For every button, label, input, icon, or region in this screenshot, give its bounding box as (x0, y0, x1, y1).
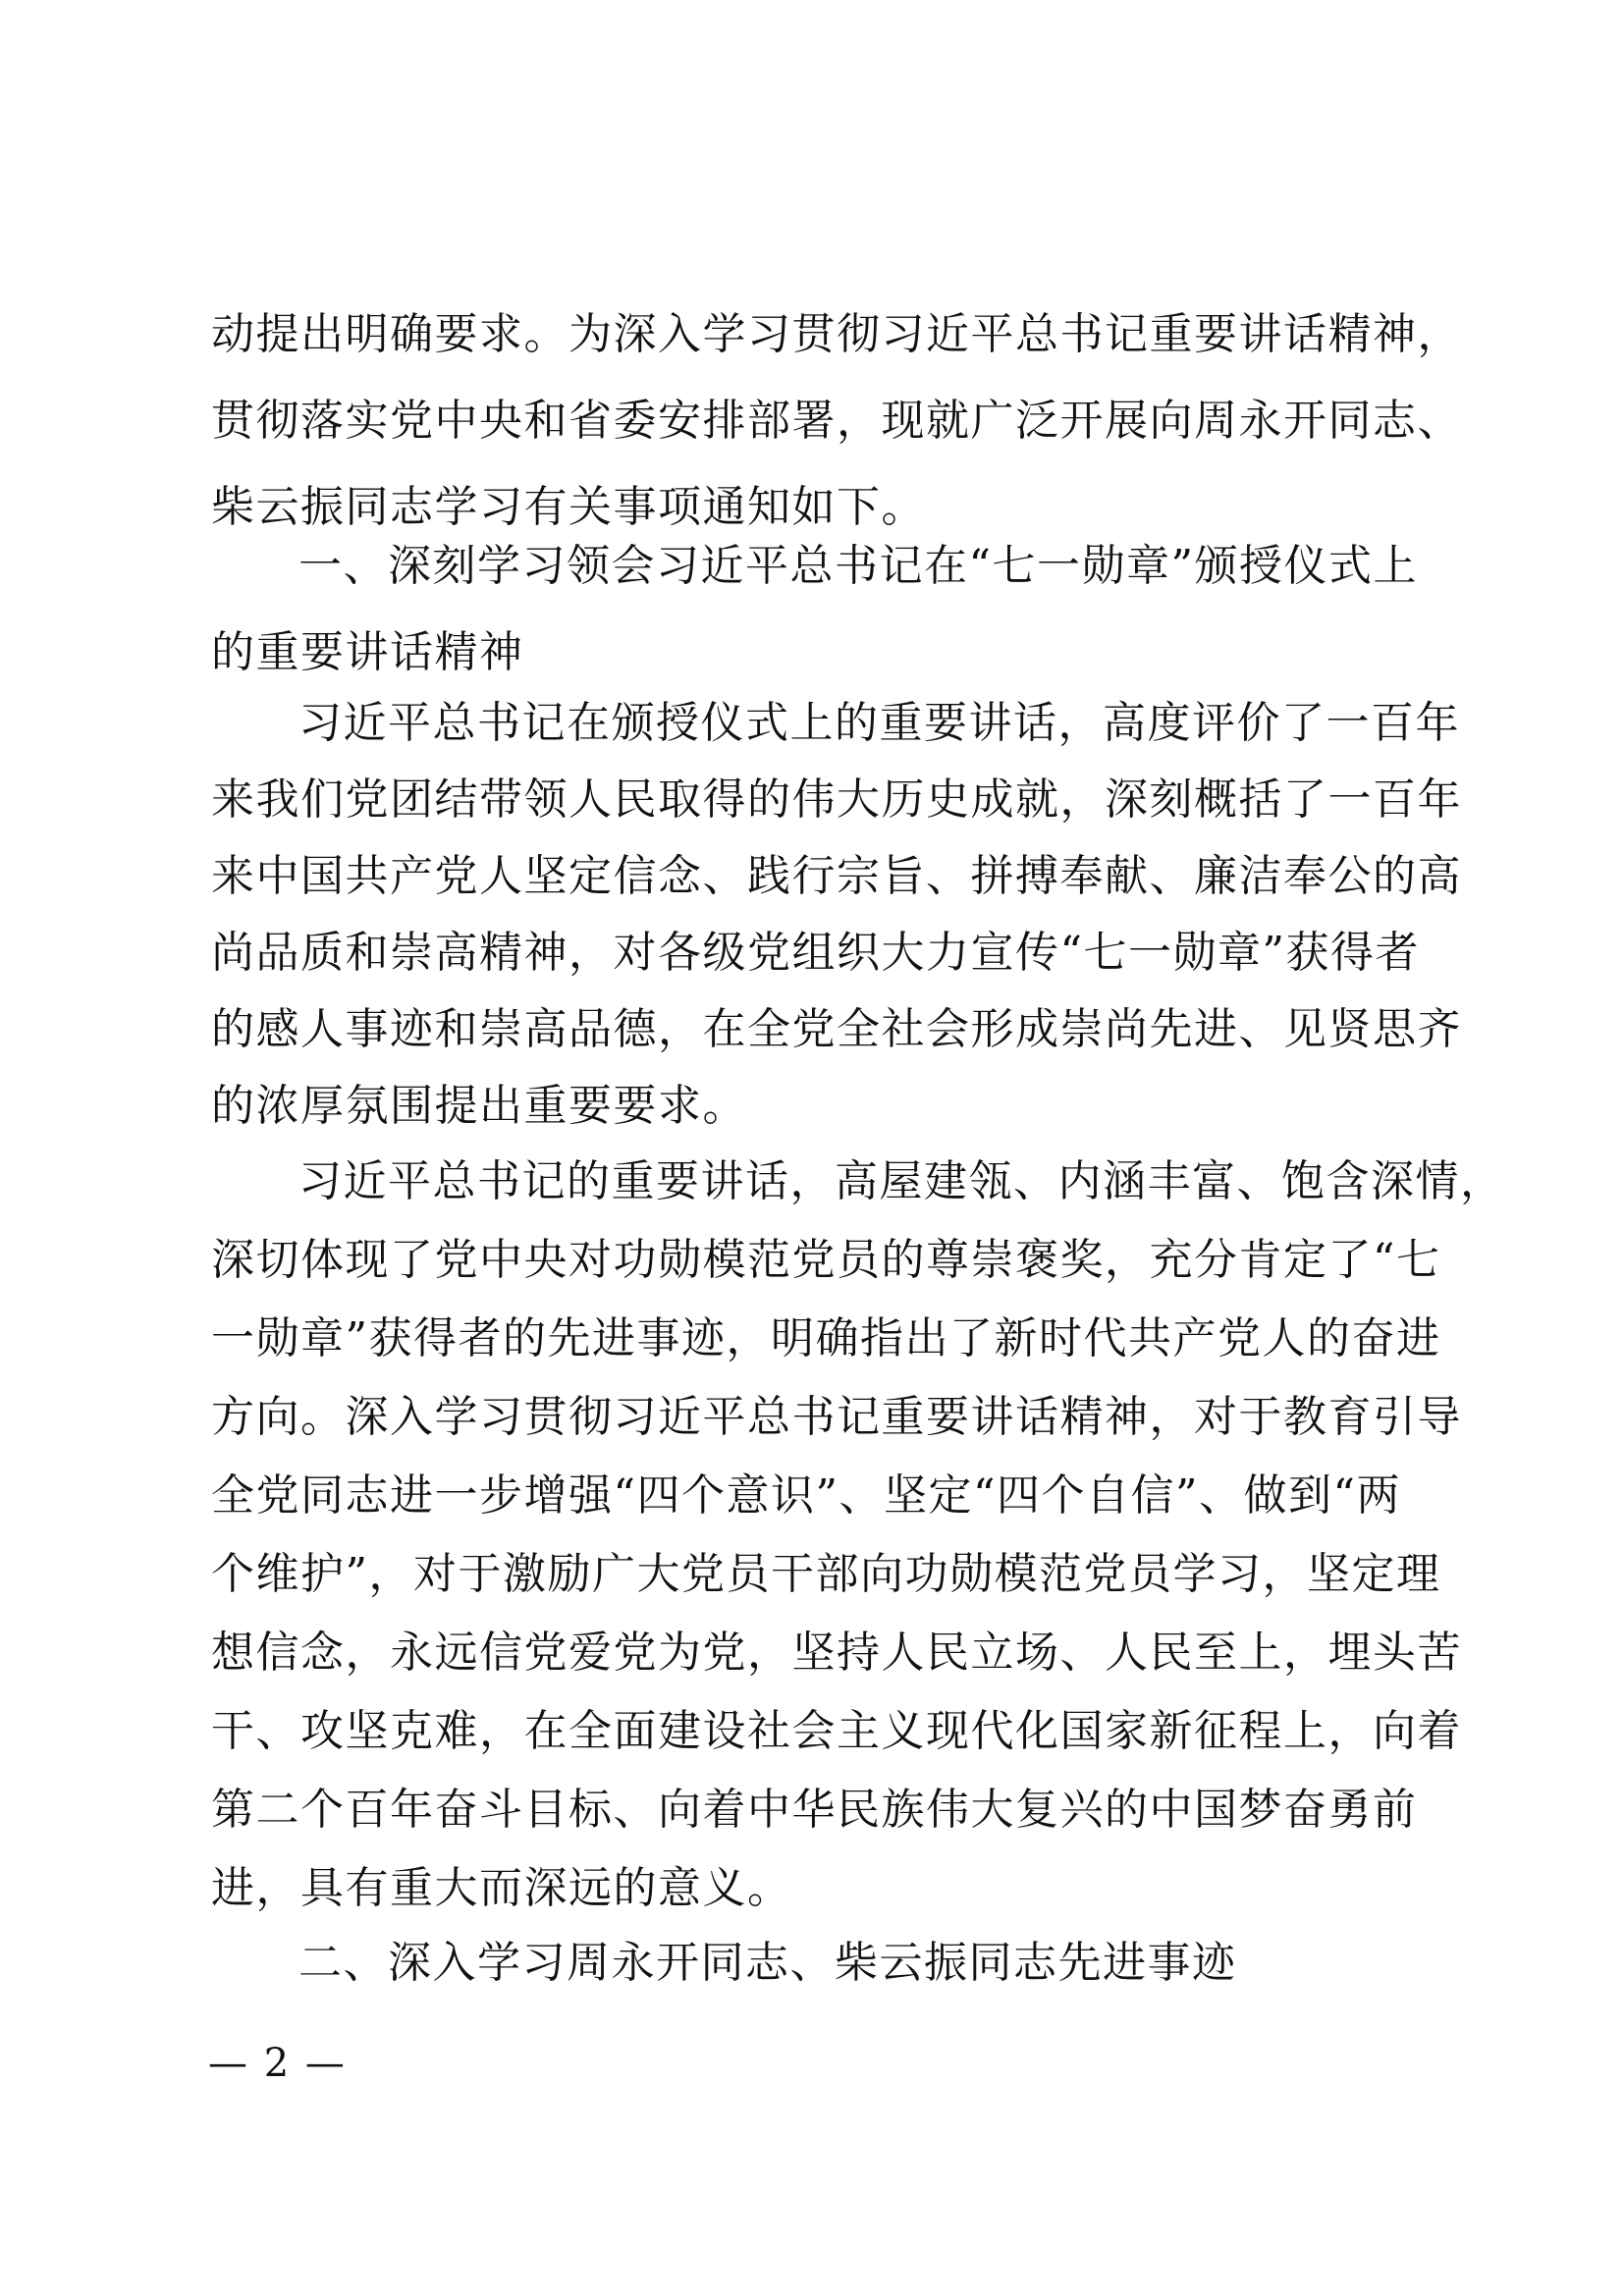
paragraph-1-line-6: 的浓厚氛围提出重要要求。 (211, 1081, 747, 1131)
section-heading-1-line-2: 的重要讲话精神 (211, 627, 524, 677)
paragraph-2-line-10: 进，具有重大而深远的意义。 (211, 1863, 792, 1913)
paragraph-2-line-6: 个维护”，对于激励广大党员干部向功勋模范党员学习，坚定理 (211, 1549, 1441, 1599)
paragraph-1-line-4: 尚品质和崇高精神，对各级党组织大力宣传“七一勋章”获得者 (211, 928, 1420, 978)
paragraph-2-line-5: 全党同志进一步增强“四个意识”、坚定“四个自信”、做到“两 (211, 1470, 1401, 1521)
paragraph-2-line-8: 干、攻坚克难，在全面建设社会主义现代化国家新征程上，向着 (211, 1706, 1462, 1756)
paragraph-1-line-1: 习近平总书记在颁授仪式上的重要讲话，高度评价了一百年 (298, 698, 1460, 748)
paragraph-2-line-1: 习近平总书记的重要讲话，高屋建瓴、内涵丰富、饱含深情， (298, 1156, 1505, 1206)
paragraph-1-line-3: 来中国共产党人坚定信念、践行宗旨、拼搏奉献、廉洁奉公的高 (211, 851, 1462, 901)
paragraph-1-line-2: 来我们党团结带领人民取得的伟大历史成就，深刻概括了一百年 (211, 774, 1462, 825)
section-heading-2: 二、深入学习周永开同志、柴云振同志先进事迹 (298, 1938, 1237, 1988)
paragraph-2-line-2: 深切体现了党中央对功勋模范党员的尊崇褒奖，充分肯定了“七 (211, 1235, 1441, 1285)
body-line-3: 柴云振同志学习有关事项通知如下。 (211, 482, 926, 532)
paragraph-2-line-9: 第二个百年奋斗目标、向着中华民族伟大复兴的中国梦奋勇前 (211, 1785, 1418, 1835)
paragraph-1-line-5: 的感人事迹和崇高品德，在全党全社会形成崇尚先进、见贤思齐 (211, 1004, 1462, 1054)
paragraph-2-line-7: 想信念，永远信党爱党为党，坚持人民立场、人民至上，埋头苦 (211, 1628, 1462, 1678)
body-line-2: 贯彻落实党中央和省委安排部署，现就广泛开展向周永开同志、 (211, 396, 1462, 446)
paragraph-2-line-4: 方向。深入学习贯彻习近平总书记重要讲话精神，对于教育引导 (211, 1392, 1462, 1442)
paragraph-2-line-3: 一勋章”获得者的先进事迹，明确指出了新时代共产党人的奋进 (211, 1313, 1441, 1363)
section-heading-1-line-1: 一、深刻学习领会习近平总书记在“七一勋章”颁授仪式上 (298, 541, 1418, 591)
body-line-1: 动提出明确要求。为深入学习贯彻习近平总书记重要讲话精神， (211, 309, 1462, 359)
page-number: — 2 — (208, 2041, 347, 2086)
